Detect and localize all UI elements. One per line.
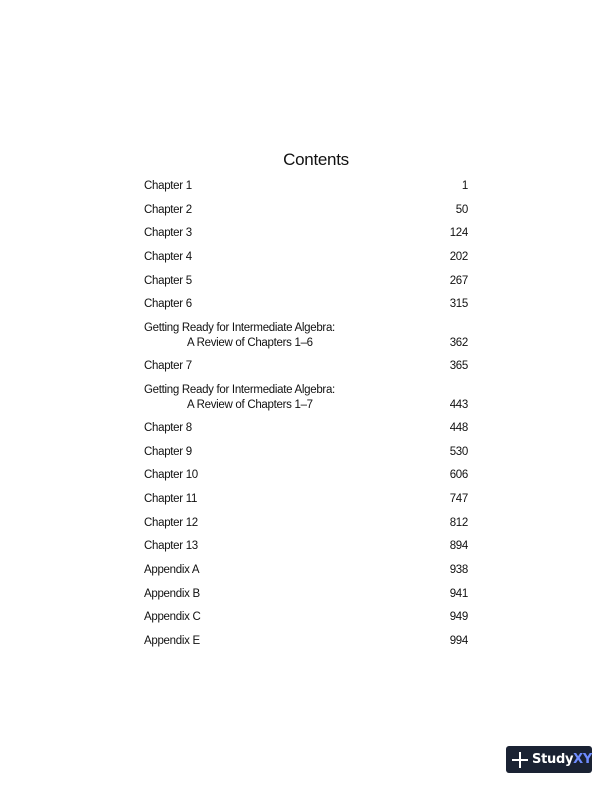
toc-entry-label: Getting Ready for Intermediate Algebra: [144,322,335,335]
toc-entry [144,251,468,275]
toc-entry-label: Chapter 5 [144,274,192,287]
toc-entry-label: Chapter 8 [144,421,192,434]
toc-entry-page-number: 362 [449,337,468,350]
toc-entry [144,298,468,322]
toc-entry-page-number: 267 [449,274,468,287]
table-of-contents [144,180,468,659]
toc-entry [144,469,468,493]
brand-logo [532,752,592,767]
toc-entry-page-number: 448 [449,421,468,434]
toc-entry-label: Appendix A [144,563,200,576]
toc-entry [144,204,468,228]
toc-entry-label: Chapter 11 [144,492,198,505]
toc-entry [144,227,468,251]
toc-entry-label: Chapter 9 [144,445,192,458]
toc-entry [144,446,468,470]
toc-entry-page-number: 938 [449,563,468,576]
toc-entry [144,384,468,422]
toc-entry-page-number: 812 [449,516,468,529]
toc-entry [144,635,468,659]
toc-entry [144,180,468,204]
brand-name: Study [532,752,574,767]
toc-entry-page-number: 606 [449,469,468,482]
toc-entry-page-number: 1 [461,180,468,192]
toc-entry-sublabel: A Review of Chapters 1–6 [187,337,313,350]
toc-entry-page-number: 443 [449,398,468,411]
toc-entry-page-number: 50 [455,203,468,216]
toc-entry-label: Chapter 12 [144,516,198,529]
toc-entry-page-number: 949 [449,611,468,624]
toc-entry [144,611,468,635]
toc-entry-page-number: 894 [449,540,468,553]
toc-entry-sublabel: A Review of Chapters 1–7 [187,398,313,411]
studyxy-badge[interactable] [506,746,592,773]
toc-entry-label: Chapter 3 [144,227,192,240]
toc-entry-page-number: 365 [449,360,468,373]
toc-entry-label: Chapter 4 [144,251,192,264]
toc-entry-page-number: 747 [449,492,468,505]
toc-entry-label: Chapter 2 [144,203,192,216]
toc-entry-label: Appendix C [144,611,201,624]
toc-entry-label: Chapter 10 [144,469,198,482]
toc-entry [144,360,468,384]
toc-entry [144,322,468,360]
toc-entry-label: Appendix B [144,587,200,600]
toc-entry [144,540,468,564]
toc-entry [144,422,468,446]
toc-entry-page-number: 202 [449,251,468,264]
toc-entry-label: Chapter 6 [144,298,192,311]
toc-entry-label: Chapter 13 [144,540,198,553]
toc-entry-page-number: 994 [449,635,468,647]
page-title: Contents [283,150,349,169]
toc-entry-page-number: 315 [449,298,468,311]
toc-entry-label: Chapter 1 [144,180,192,192]
toc-entry-label: Appendix E [144,635,200,647]
toc-entry-page-number: 124 [449,227,468,240]
plus-icon [512,752,526,768]
toc-entry-page-number: 941 [449,587,468,600]
toc-entry-label: Getting Ready for Intermediate Algebra: [144,383,335,396]
toc-entry [144,275,468,299]
toc-entry [144,588,468,612]
toc-entry-label: Chapter 7 [144,360,192,373]
toc-entry [144,564,468,588]
toc-entry [144,493,468,517]
toc-entry [144,517,468,541]
brand-accent: XY [573,752,592,767]
toc-entry-page-number: 530 [449,445,468,458]
